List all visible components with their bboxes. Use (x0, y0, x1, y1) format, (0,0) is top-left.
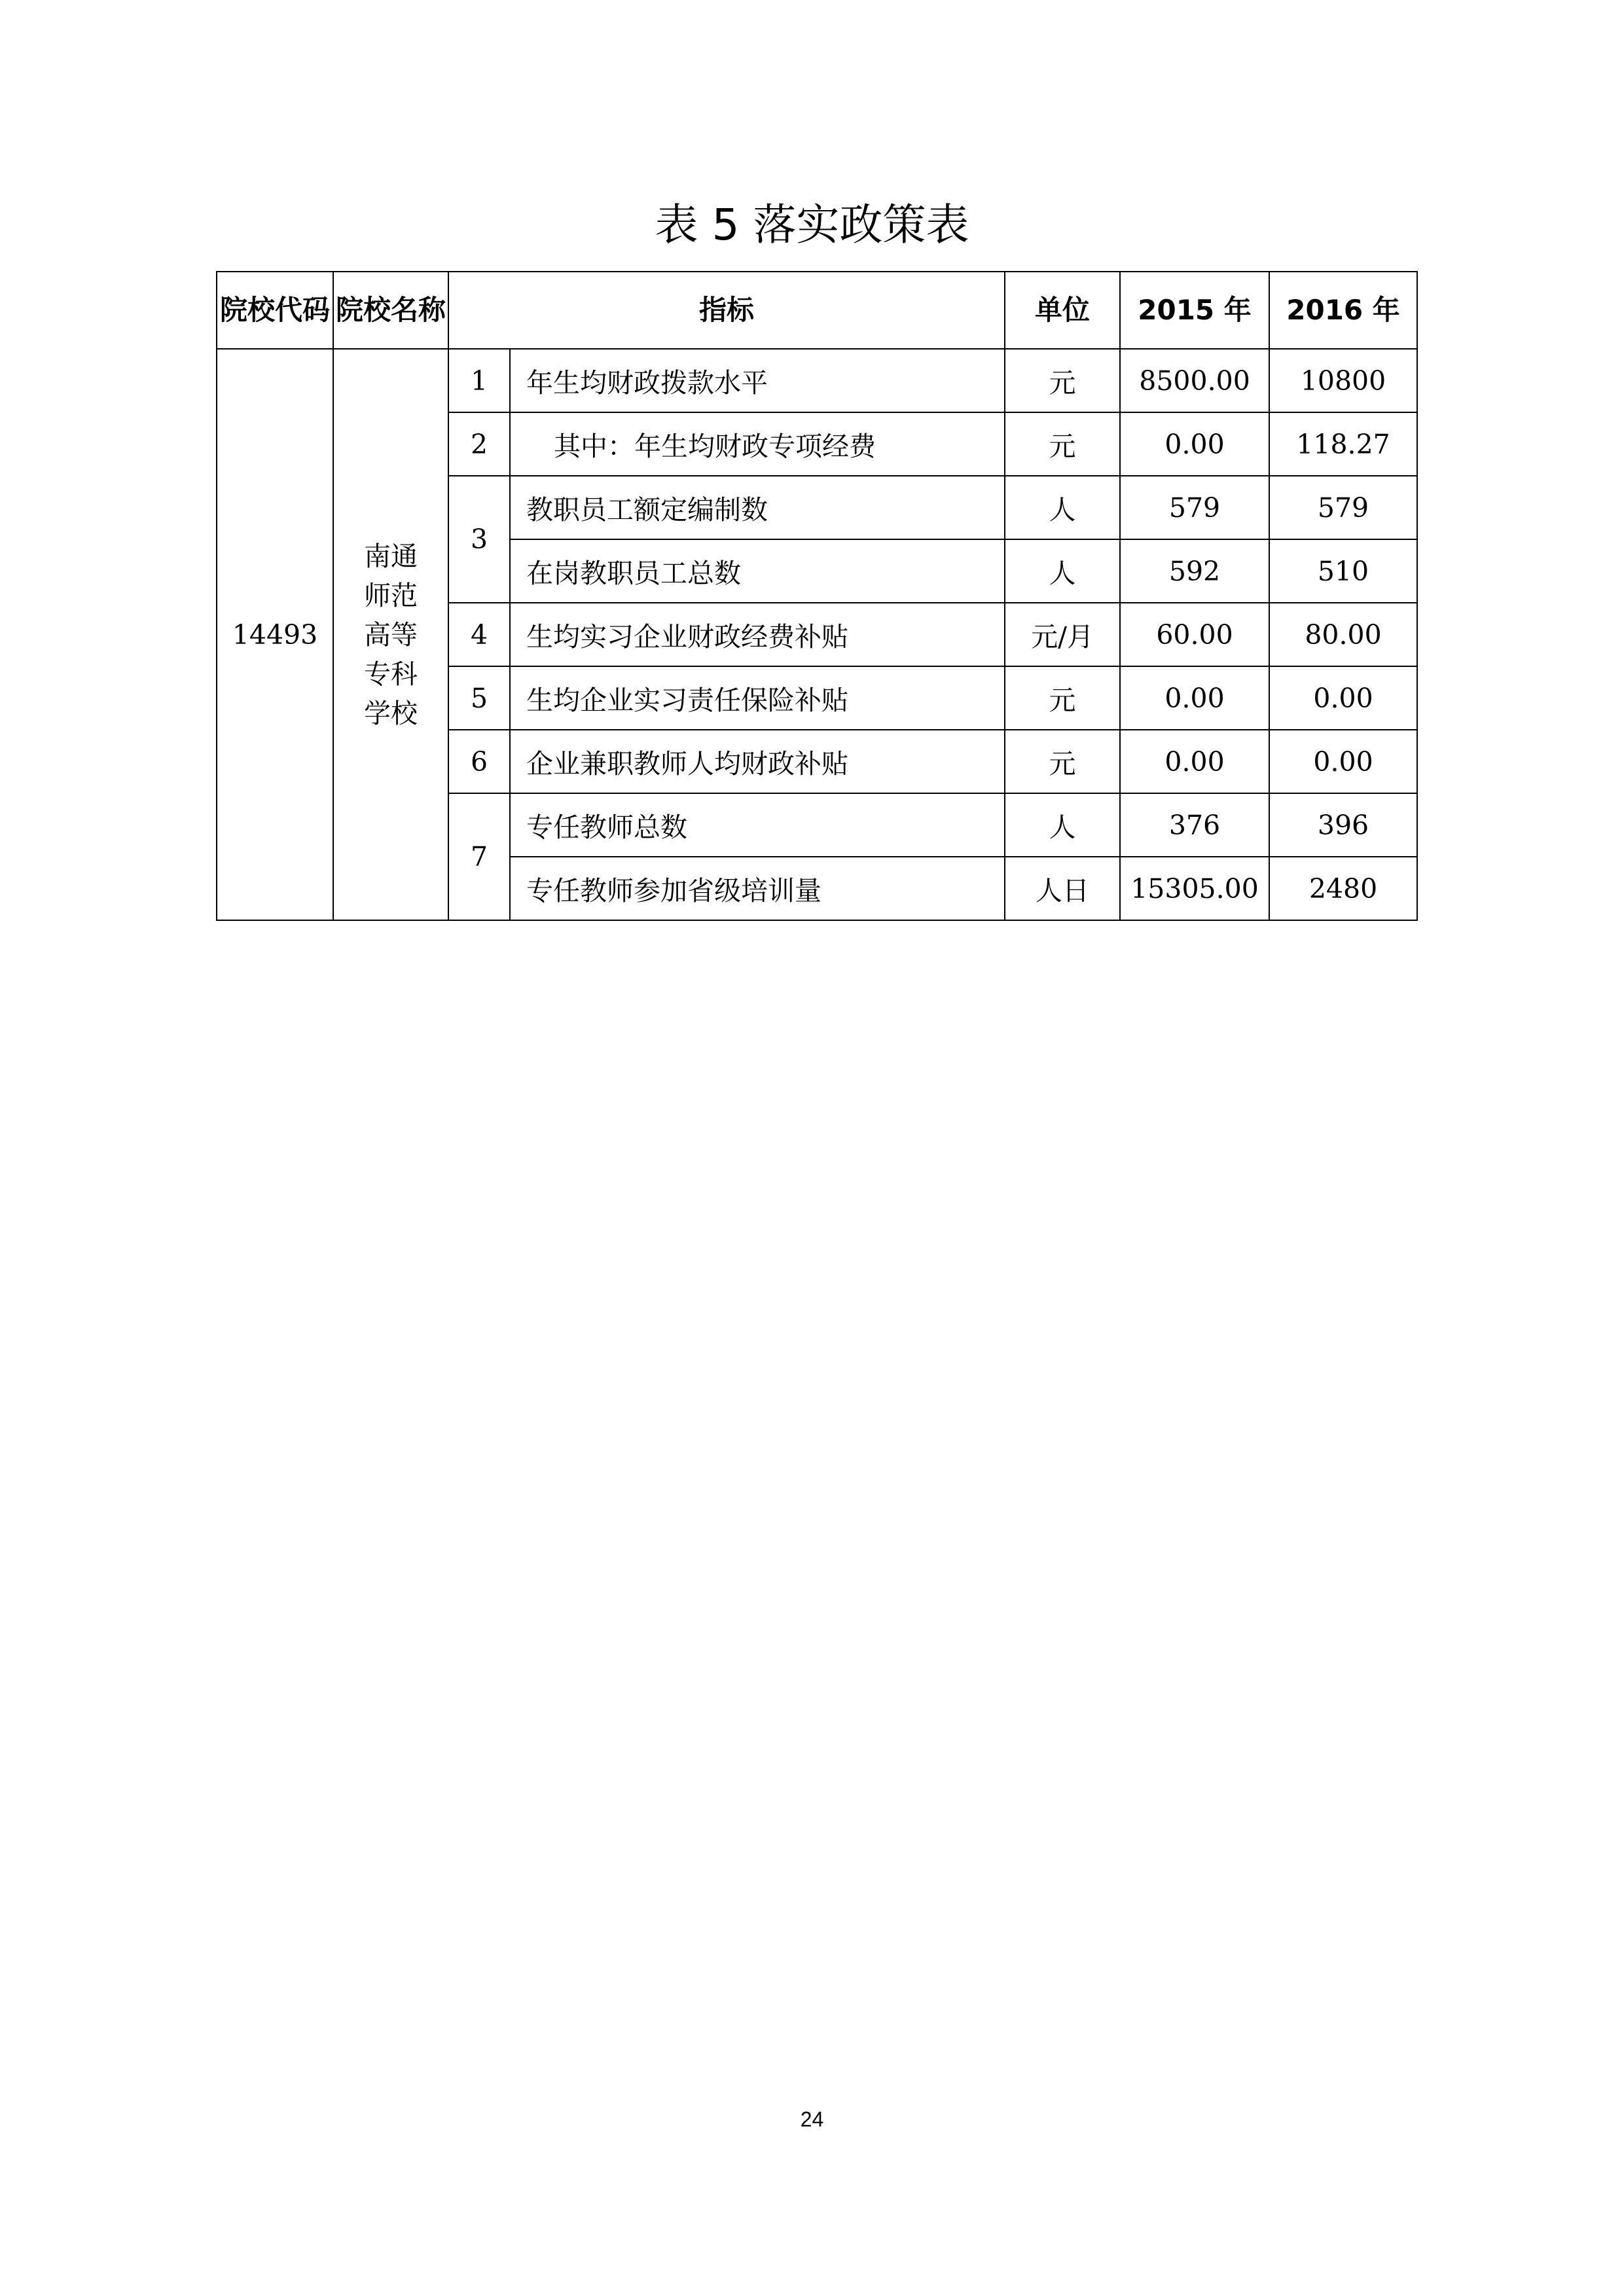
header-indicator: 指标 (448, 272, 1005, 349)
value-2015-cell: 579 (1120, 476, 1269, 539)
unit-cell: 人 (1005, 793, 1120, 857)
unit-cell: 元 (1005, 412, 1120, 476)
row-number: 3 (448, 476, 510, 603)
indicator-cell: 其中：年生均财政专项经费 (510, 412, 1005, 476)
unit-cell: 元 (1005, 349, 1120, 412)
value-2015-cell: 376 (1120, 793, 1269, 857)
value-2016-cell: 2480 (1269, 857, 1417, 920)
value-2016-cell: 579 (1269, 476, 1417, 539)
unit-cell: 元 (1005, 666, 1120, 730)
value-2015-cell: 0.00 (1120, 666, 1269, 730)
header-school-code: 院校代码 (217, 272, 333, 349)
value-2015-cell: 0.00 (1120, 412, 1269, 476)
indicator-cell: 在岗教职员工总数 (510, 539, 1005, 603)
unit-cell: 元 (1005, 730, 1120, 793)
school-name-text: 南通师范高等专科学校 (364, 540, 418, 729)
row-number: 1 (448, 349, 510, 412)
value-2015-cell: 60.00 (1120, 603, 1269, 666)
row-number: 4 (448, 603, 510, 666)
value-2015-cell: 592 (1120, 539, 1269, 603)
value-2016-cell: 0.00 (1269, 730, 1417, 793)
indicator-cell: 生均实习企业财政经费补贴 (510, 603, 1005, 666)
value-2016-cell: 80.00 (1269, 603, 1417, 666)
indicator-cell: 教职员工额定编制数 (510, 476, 1005, 539)
header-2015: 2015 年 (1120, 272, 1269, 349)
value-2015-cell: 0.00 (1120, 730, 1269, 793)
page-title: 表 5 落实政策表 (655, 200, 969, 250)
header-row (217, 272, 1417, 349)
row-number: 5 (448, 666, 510, 730)
school-name-cell (333, 349, 448, 920)
table-row (217, 349, 1417, 412)
unit-cell: 人 (1005, 476, 1120, 539)
unit-cell: 元/月 (1005, 603, 1120, 666)
header-unit: 单位 (1005, 272, 1120, 349)
row-number: 2 (448, 412, 510, 476)
school-code-cell: 14493 (217, 349, 333, 920)
value-2016-cell: 118.27 (1269, 412, 1417, 476)
value-2016-cell: 0.00 (1269, 666, 1417, 730)
indicator-cell: 企业兼职教师人均财政补贴 (510, 730, 1005, 793)
page-number: 24 (800, 2108, 824, 2131)
indicator-cell: 生均企业实习责任保险补贴 (510, 666, 1005, 730)
header-school-name: 院校名称 (333, 272, 448, 349)
unit-cell: 人日 (1005, 857, 1120, 920)
indicator-cell: 年生均财政拨款水平 (510, 349, 1005, 412)
indicator-cell: 专任教师总数 (510, 793, 1005, 857)
indicator-cell: 专任教师参加省级培训量 (510, 857, 1005, 920)
unit-cell: 人 (1005, 539, 1120, 603)
header-2016: 2016 年 (1269, 272, 1417, 349)
value-2015-cell: 15305.00 (1120, 857, 1269, 920)
row-number: 6 (448, 730, 510, 793)
row-number: 7 (448, 793, 510, 920)
value-2016-cell: 396 (1269, 793, 1417, 857)
policy-table (216, 271, 1418, 921)
value-2016-cell: 510 (1269, 539, 1417, 603)
value-2015-cell: 8500.00 (1120, 349, 1269, 412)
value-2016-cell: 10800 (1269, 349, 1417, 412)
